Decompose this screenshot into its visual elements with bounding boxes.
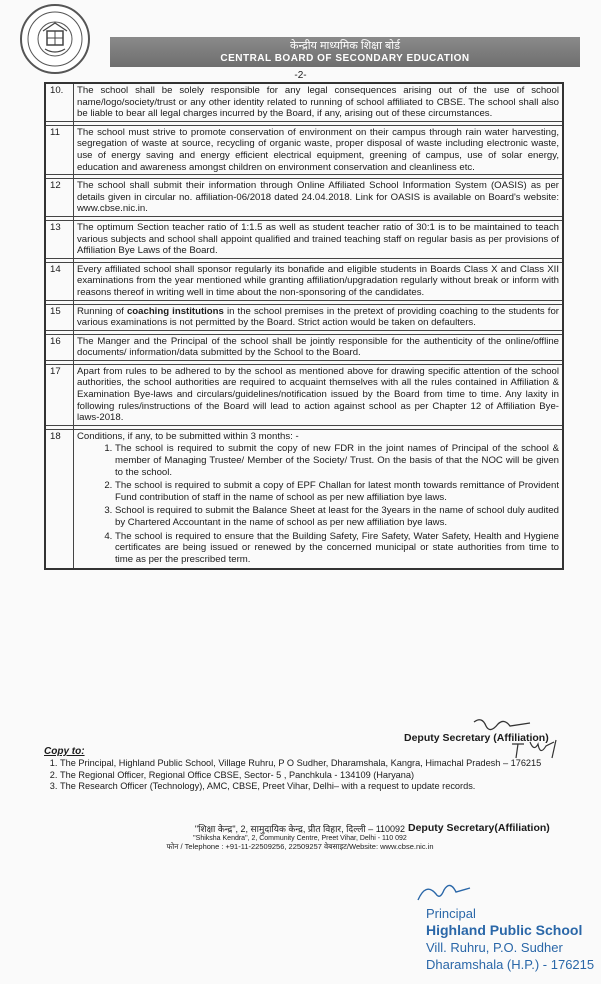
condition-row: [45, 220, 563, 258]
list-item: 3. The Research Officer (Technology), AMC, CBSE, Preet Vihar, Delhi– with a request to update records.: [60, 781, 580, 793]
condition-row: [45, 262, 563, 300]
page-number: -2-: [294, 70, 307, 81]
list-item: 4. The school is required to ensure that the Building Safety, Fire Safety, Water Safety, Health and Hygiene certificates are being issued or renewed by the concerned municipal or state authorities from time to time as per the prescribed term.: [115, 531, 559, 566]
coaching-institutions-emphasis: coaching institutions: [126, 305, 224, 317]
address-hindi: "शिक्षा केन्द्र", 2, सामुदायिक केन्द्र, प्रीत विहार, दिल्ली – 110092: [194, 824, 406, 834]
condition-number: 17: [45, 364, 74, 425]
copy-to-list: [44, 758, 580, 793]
condition-row: [45, 334, 563, 360]
condition-text: Every affiliated school shall sponsor regularly its bonafide and eligible students in Boards Class X and Class XII examinations from the year mentioned while granting affiliation/upgradation regularly without break or inform with reasons thereof in writing well in time about the non-sponsoring of the candidates.: [74, 262, 564, 300]
list-item: 3. School is required to submit the Balance Sheet at least for the 3years in the name of school duly audited by Chartered Accountant in the name of school as per new affiliation bye laws.: [115, 505, 559, 528]
board-name-english: CENTRAL BOARD OF SECONDARY EDUCATION: [220, 53, 470, 64]
condition-row: [45, 304, 563, 330]
condition-row: [45, 179, 563, 217]
stamp-school-name: Highland Public School: [426, 922, 583, 938]
board-banner: [110, 37, 580, 67]
cbse-seal-logo: [20, 4, 90, 74]
stamp-line: Principal: [426, 906, 476, 921]
contact-line: फोन / Telephone : +91-11-22509256, 22509257 वेबसाइट/Website: www.cbse.nic.in: [166, 842, 434, 851]
list-item: 1. The school is required to submit the copy of new FDR in the joint names of Principal of the school & member of Managing Trustee/ Member of the Society/ Trust. On the basis of that the NOC will be given to the school.: [115, 443, 559, 478]
condition-text: The Manger and the Principal of the school shall be jointly responsible for the authenticity of the online/offline documents/ information/data submitted by the School to the Board.: [74, 334, 564, 360]
condition-row: [45, 83, 563, 121]
address-english: "Shiksha Kendra", 2, Community Centre, Preet Vihar, Delhi - 110 092: [193, 835, 407, 842]
condition-number: 14: [45, 262, 74, 300]
signatory-title-footer: Deputy Secretary(Affiliation): [408, 822, 550, 834]
copy-to-heading: Copy to:: [44, 746, 85, 757]
condition-text: [74, 304, 564, 330]
condition-number: 16: [45, 334, 74, 360]
condition-number: 18: [45, 429, 74, 569]
condition-number: 10.: [45, 83, 74, 121]
condition-row: [45, 429, 563, 569]
condition-text: The school shall submit their information through Online Affiliated School Information System (OASIS) as per details given in circular no. affiliation-06/2018 dated 24.04.2018. Link for OASIS is available on Board's website: www.cbse.nic.in.: [74, 179, 564, 217]
condition-number: 11: [45, 125, 74, 174]
conditions-table: [44, 82, 564, 570]
stamp-line: Vill. Ruhru, P.O. Sudher: [426, 940, 563, 955]
condition-text-post: in the school premises in the pretext of providing coaching to the students for various examinations is not permitted by the Board. Strict action would be taken on defaulters.: [77, 305, 560, 329]
condition-number: 12: [45, 179, 74, 217]
condition-text: The school shall be solely responsible for any legal consequences arising out of the use of school name/logo/society/trust or any other identity related to running of school affiliated to CBSE. The school shall also be liable to bear all legal charges incurred by the Board, if any, arising out of these circumstances.: [74, 83, 564, 121]
condition-text: The optimum Section teacher ratio of 1:1.5 as well as student teacher ratio of 30:1 is to be maintained to teach various subjects and school shall appoint qualified and trained teaching staff on regular basis as per provisions of Affiliation Bye Laws of the Board.: [74, 220, 564, 258]
condition-row: [45, 125, 563, 174]
condition-number: 15: [45, 304, 74, 330]
list-item: 1. The Principal, Highland Public School, Village Ruhru, P O Sudher, Dharamshala, Kangra, Himachal Pradesh – 176215: [60, 758, 580, 770]
signatory-title: Deputy Secretary (Affiliation): [404, 732, 549, 744]
pending-conditions-list: [77, 443, 559, 565]
stamp-line: Dharamshala (H.P.) - 176215: [426, 957, 595, 972]
condition-text-pre: Running of: [77, 305, 127, 317]
list-item: 2. The school is required to submit a copy of EPF Challan for latest month towards remittance of Provident Fund contribution of staff in the name of school as per new affiliation bye laws.: [115, 480, 559, 503]
condition-row: [45, 364, 563, 425]
condition-text: Apart from rules to be adhered to by the school as mentioned above for drawing specific attention of the school authorities, the school authorities are required to acquaint themselves with all the rules contained in Affiliation & Examination Bye-laws and circulars/guidelines/notification issued by the Board from time to time. Any laxity in following rules/instructions of the Board will lead to action against school as per Chapter 12 of Affiliation Bye-laws-2018.: [74, 364, 564, 425]
condition-text: [74, 429, 564, 569]
list-item: 2. The Regional Officer, Regional Office CBSE, Sector- 5 , Panchkula - 134109 (Haryana): [60, 770, 580, 782]
conditions-intro: Conditions, if any, to be submitted within 3 months: -: [77, 430, 299, 442]
principal-signature: [414, 878, 474, 906]
condition-number: 13: [45, 220, 74, 258]
condition-text: The school must strive to promote conservation of environment on their campus through rain water harvesting, segregation of waste at source, recycling of organic waste, proper disposal of waste including electronic waste, use of energy saving and energy efficient electrical equipment, greening of campus, use of solar energy, education and awareness amongst children on environment conservation and cleanliness etc.: [74, 125, 564, 174]
board-name-hindi: केन्द्रीय माध्यमिक शिक्षा बोर्ड: [290, 40, 400, 52]
